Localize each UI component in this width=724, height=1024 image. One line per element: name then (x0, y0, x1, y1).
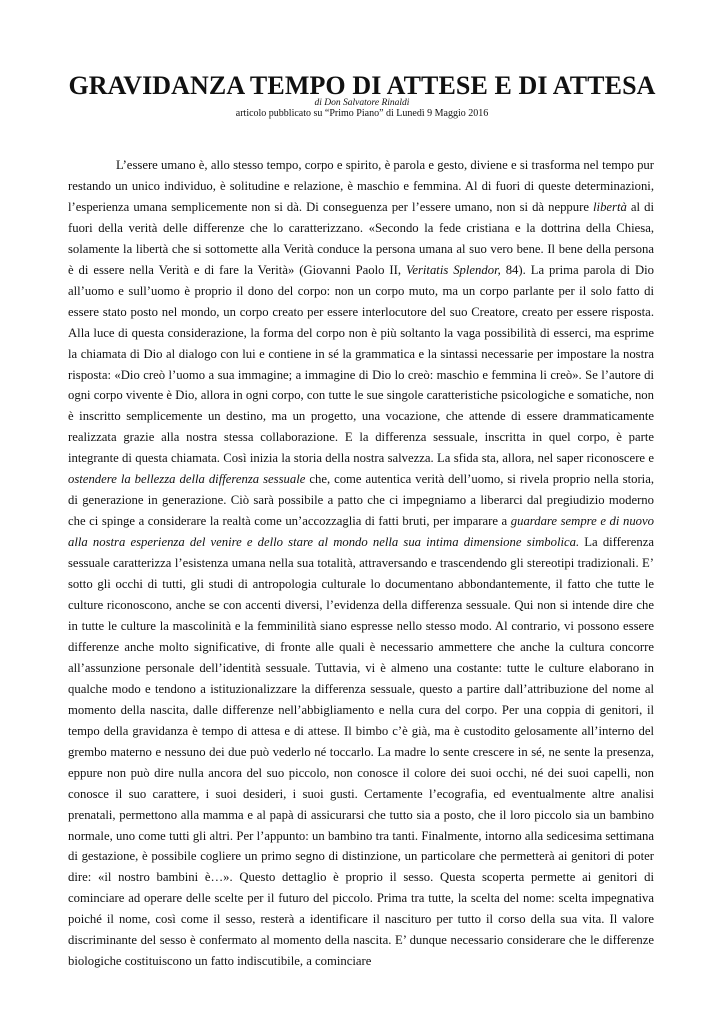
publication-info: articolo pubblicato su “Primo Piano” di Lunedì 9 Maggio 2016 (235, 108, 489, 119)
author-line: di Don Salvatore Rinaldi (314, 98, 410, 108)
italic-veritatis-splendor: Veritatis Splendor, (405, 262, 501, 277)
body-text-segment: al di fuori della verità delle differenze che lo caratterizzano. «Secondo la fede cristiana e la dottrina della Chiesa, solamente la libertà che si sottomette alla Verità conduce la persona umana al suo vero bene. Il bene della persona è di essere nella Verità e di fare la Verità» (Giovanni Paolo II, (68, 199, 654, 277)
italic-ostendere: ostendere la bellezza della differenza sessuale (68, 472, 306, 487)
body-text-segment: L’essere umano è, allo stesso tempo, corpo e spirito, è parola e gesto, diviene e si trasforma nel tempo pur restando un unico individuo, è solitudine e relazione, è maschio e femmina. Al di fuori di queste determinazioni, l’esperienza umana semplicemente non si dà. Di conseguenza per l’essere umano, non si dà neppure (68, 158, 654, 214)
italic-libertà: libertà (593, 199, 627, 214)
italic-guardare: guardare sempre e di nuovo alla nostra esperienza del venire e dello stare al mondo nella sua intima dimensione simbolica. (68, 514, 654, 550)
body-text-segment: 84). La prima parola di Dio all’uomo e sull’uomo è proprio il dono del corpo: non un corpo muto, ma un corpo parlante per il solo fatto di essere stato posto nel mondo, un corpo creato per essere interlocutore del suo Creatore, creato per essere risposta. Alla luce di questa considerazione, la forma del corpo non è più soltanto la vaga possibilità di esserci, ma esprime la chiamata di Dio al dialogo con lui e contiene in sé la grammatica e la sintassi necessarie per impostare la nostra risposta: «Dio creò l’uomo a sua immagine; a immagine di Dio lo creò: maschio e femmina li creò». Se l’autore di ogni corpo vivente è Dio, allora in ogni corpo, con tutte le sue singole caratteristiche psicologiche e somatiche, non è inscritto semplicemente un destino, ma un progetto, una vocazione, che attende di essere drammaticamente realizzata grazie alla nostra stessa collaborazione. E la differenza sessuale, inscritta in quel corpo, è parte integrante di questa chiamata. Così inizia la storia della nostra salvezza. La sfida sta, allora, nel saper riconoscere e (68, 262, 654, 466)
article-body (68, 155, 654, 972)
body-text-segment: che, come autentica verità dell’uomo, si rivela proprio nella storia, di generazione in generazione. Ciò sarà possibile a patto che ci impegniamo a liberarci dal pregiudizio moderno che ci spinge a considerare la realtà come un’accozzaglia di fatti bruti, per imparare a (68, 472, 654, 529)
document-title: GRAVIDANZA TEMPO DI ATTESE E DI ATTESA (68, 71, 656, 100)
body-text-segment: La differenza sessuale caratterizza l’esistenza umana nella sua totalità, attraversando e trascendendo gli stereotipi tradizionali. E’ sotto gli occhi di tutti, gli studi di antropologia culturale lo documentano abbondantemente, il fatto che tutte le culture riconoscono, anche se con accenti diversi, l’evidenza della differenza sessuale. Qui non si intende dire che in tutte le culture la mascolinità e la femminilità siano espresse nello stesso modo. Al contrario, vi possono essere differenze anche molto significative, di fronte alle quali è necessario ammettere che anche la cultura concorre all’assunzione personale dell’identità sessuale. Tuttavia, vi è almeno una costante: tutte le culture elaborano in qualche modo e tendono a istituzionalizzare la differenza sessuale, questo a partire dall’attribuzione del nome al momento della nascita, dalle differenze nell’abbigliamento e nella cura del corpo. Per una coppia di genitori, il tempo della gravidanza è tempo di attesa e di attese. Il bimbo c’è già, ma è custodito gelosamente all’interno del grembo materno e nessuno dei due può vederlo né toccarlo. La madre lo sente crescere in sé, ne sente la presenza, eppure non può dire nulla ancora del suo piccolo, non conosce il colore dei suoi occhi, né dei suoi capelli, non conosce il suo carattere, i suoi desideri, i suoi gusti. Certamente l’ecografia, ed eventualmente altre analisi prenatali, permettono alla mamma e al papà di assicurarsi che tutto sia a posto, che il loro piccolo sia un bambino normale, uno come tutti gli altri. Per l’appunto: un bambino tra tanti. Finalmente, intorno alla sedicesima settimana di gestazione, è possibile cogliere un primo segno di distinzione, un particolare che permetterà ai genitori di poter dire: «il nostro bambini è…». Questo dettaglio è proprio il sesso. Questa scoperta permette ai genitori di cominciare ad operare delle scelte per il futuro del piccolo. Prima tra tutte, la scelta del nome: scelta impegnativa poiché il nome, così come il sesso, resterà a identificare il nascituro per tutto il corso della sua vita. Il valore discriminante del sesso è confermato al momento della nascita. E’ dunque necessario considerare che le differenze biologiche costituiscono un fatto indiscutibile, a cominciare (68, 535, 655, 969)
